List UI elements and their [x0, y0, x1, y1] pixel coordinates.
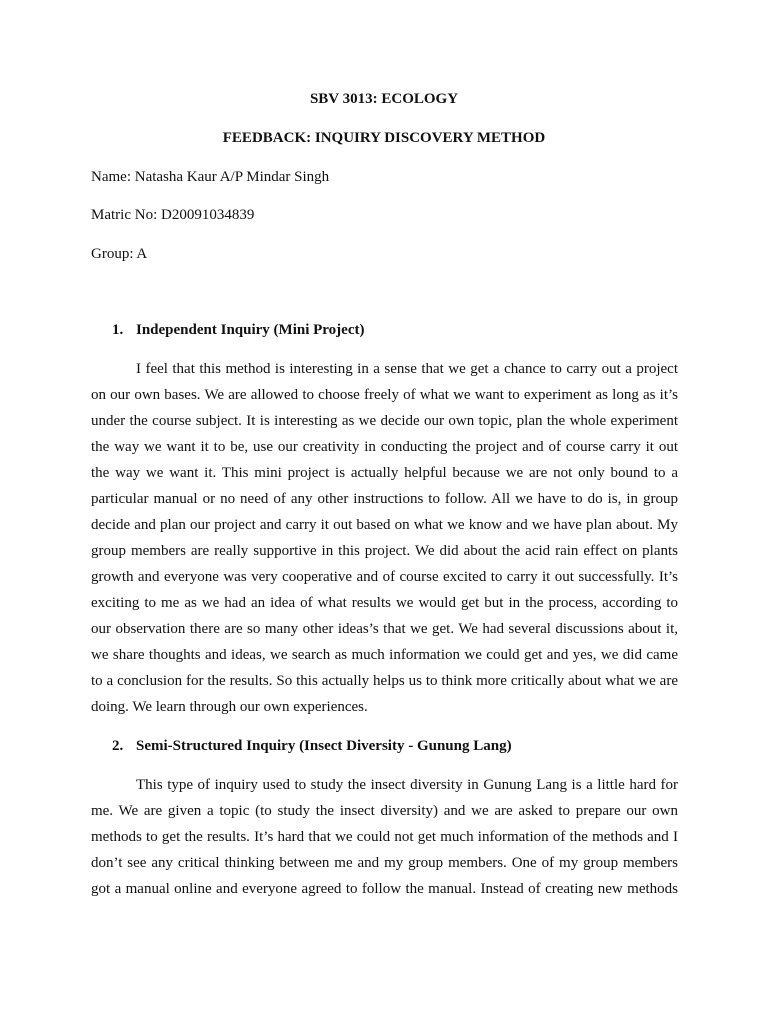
matric-number: Matric No: D20091034839	[91, 207, 255, 223]
paragraph-line: to a conclusion for the results. So this actually helps us to think more critically about what we are	[91, 673, 678, 689]
paragraph-line: our observation there are so many other ideas’s that we get. We had several discussions about it,	[91, 621, 678, 637]
paragraph-line: don’t see any critical thinking between me and my group members. One of my group members	[91, 855, 678, 871]
paragraph-line: doing. We learn through our own experiences.	[91, 699, 368, 715]
section-2-title: Semi-Structured Inquiry (Insect Diversity - Gunung Lang)	[136, 738, 512, 754]
course-title: SBV 3013: ECOLOGY	[309, 91, 459, 107]
section-1-heading	[112, 321, 364, 339]
paragraph-line: decide and plan our project and carry it out based on what we know and we have plan about. My	[91, 517, 678, 533]
section-1-number: 1.	[112, 322, 124, 338]
section-1-title: Independent Inquiry (Mini Project)	[136, 322, 365, 338]
section-2-heading	[112, 737, 512, 755]
student-name: Name: Natasha Kaur A/P Mindar Singh	[91, 169, 330, 185]
paragraph-line: on our own bases. We are allowed to choose freely of what we want to experiment as long as it’s	[91, 387, 678, 403]
paragraph-line: we share thoughts and ideas, we search as much information we could get and yes, we did came	[91, 647, 678, 663]
paragraph-line: This type of inquiry used to study the insect diversity in Gunung Lang is a little hard for	[136, 777, 678, 793]
paragraph-line: exciting to me as we had an idea of what results we would get but in the process, according to	[91, 595, 678, 611]
paragraph-line: me. We are given a topic (to study the insect diversity) and we are asked to prepare our own	[91, 803, 678, 819]
section-2-number: 2.	[112, 738, 124, 754]
paragraph-line: methods to get the results. It’s hard that we could not get much information of the methods and I	[91, 829, 678, 845]
paragraph-line: the way we want it to be, use our creativity in conducting the project and of course carry it out	[91, 439, 678, 455]
paragraph-line: I feel that this method is interesting in a sense that we get a chance to carry out a project	[136, 361, 678, 377]
paragraph-line: group members are really supportive in this project. We did about the acid rain effect on plants	[91, 543, 678, 559]
paragraph-line: under the course subject. It is interesting as we decide our own topic, plan the whole experiment	[91, 413, 678, 429]
paragraph-line: got a manual online and everyone agreed to follow the manual. Instead of creating new methods	[91, 881, 678, 897]
group-label: Group: A	[91, 246, 148, 262]
paragraph-line: growth and everyone was very cooperative and of course excited to carry it out successfully. It’s	[91, 569, 678, 585]
paragraph-line: particular manual or no need of any other instructions to follow. All we have to do is, in group	[91, 491, 678, 507]
feedback-title: FEEDBACK: INQUIRY DISCOVERY METHOD	[222, 130, 546, 146]
paragraph-line: the way we want it. This mini project is actually helpful because we are not only bound to a	[91, 465, 678, 481]
